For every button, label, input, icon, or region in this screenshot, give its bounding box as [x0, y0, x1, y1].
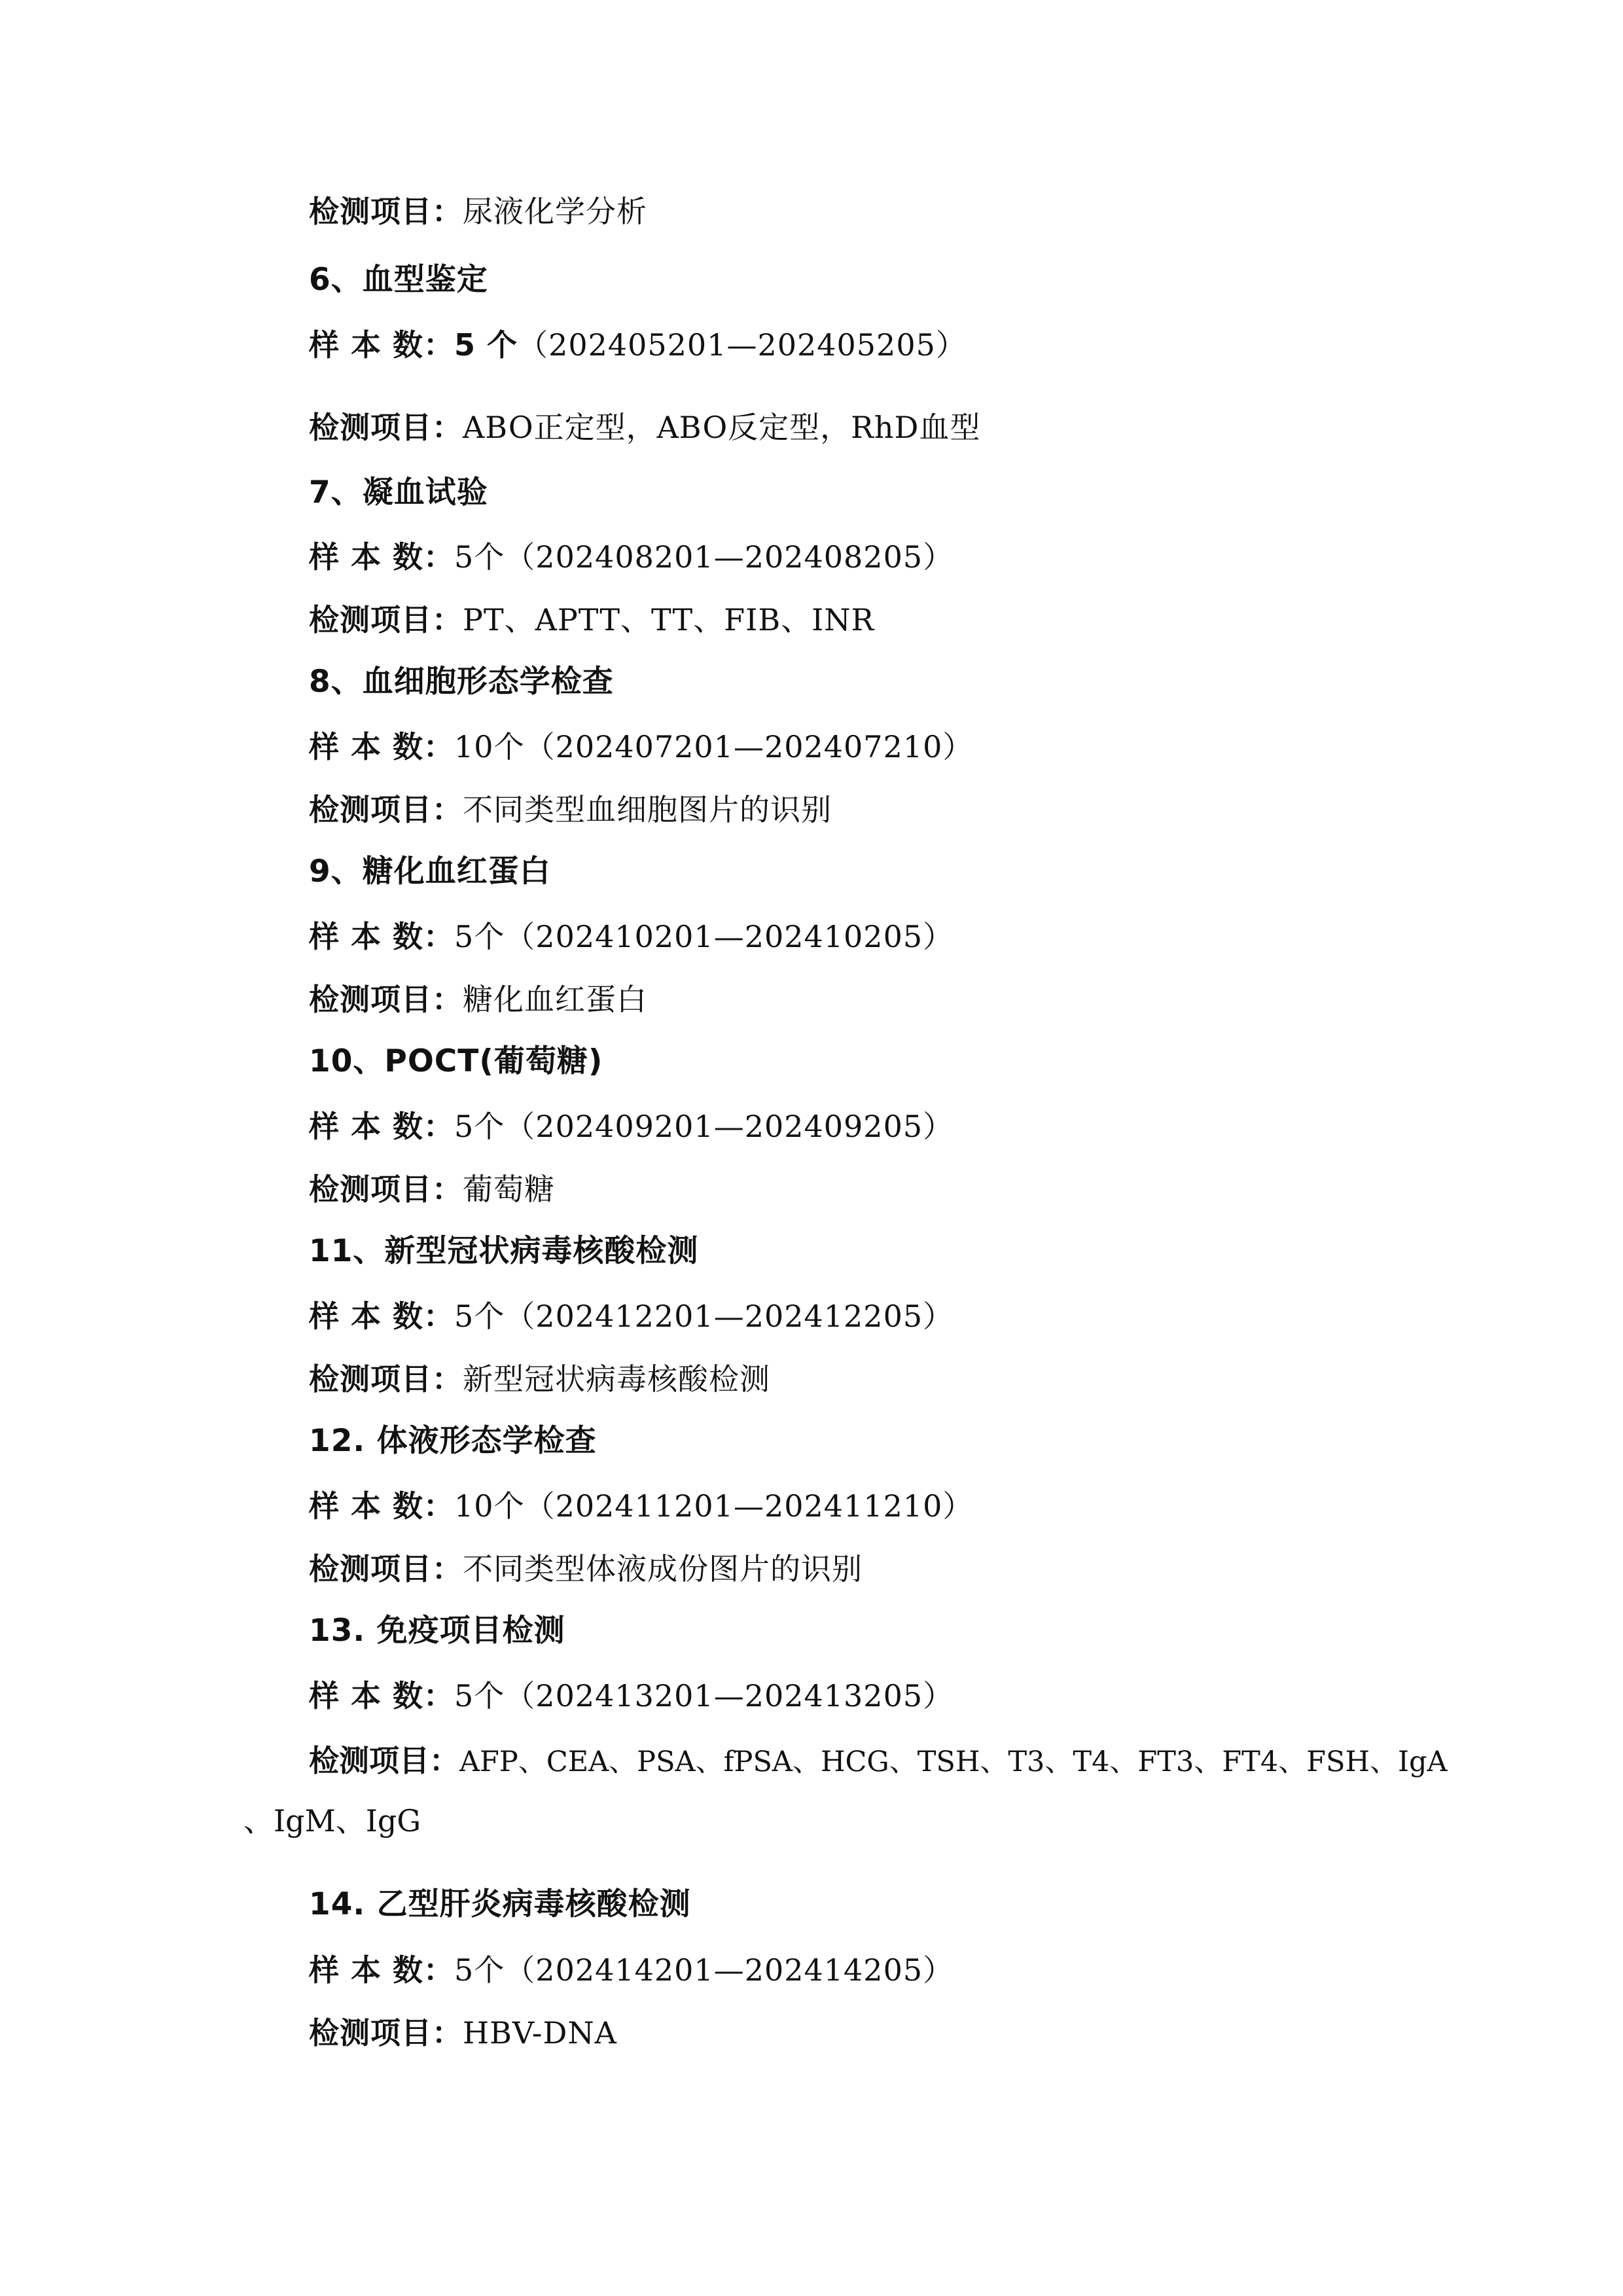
item-label: 检测项目： — [309, 194, 463, 229]
section-heading: 13. 免疫项目检测 — [309, 1613, 565, 1649]
item-line — [309, 408, 980, 447]
item-line — [309, 2013, 617, 2053]
samples-label: 样 本 数： — [309, 1678, 455, 1713]
section-heading: 7、凝血试验 — [309, 475, 488, 511]
item-value: 不同类型体液成份图片的识别 — [463, 1551, 863, 1587]
samples-value: 5个（202413201—202413205） — [454, 1678, 954, 1713]
section-heading: 6、血型鉴定 — [309, 262, 488, 298]
section-heading: 10、POCT(葡萄糖) — [309, 1043, 603, 1079]
item-label: 检测项目： — [309, 602, 463, 637]
section-heading: 9、糖化血红蛋白 — [309, 853, 551, 889]
item-value: 葡萄糖 — [463, 1172, 555, 1207]
samples-label: 样 本 数： — [309, 729, 455, 764]
item-line — [309, 1359, 770, 1399]
samples-line — [309, 1297, 954, 1336]
samples-line — [309, 1950, 954, 1990]
samples-value: 5个（202408201—202408205） — [454, 539, 954, 575]
item-value: 不同类型血细胞图片的识别 — [463, 792, 832, 827]
item-value: HBV-DNA — [463, 2015, 617, 2051]
item-value: PT、APTT、TT、FIB、INR — [463, 602, 875, 637]
samples-label: 样 本 数： — [309, 327, 455, 363]
item-line — [309, 1549, 863, 1588]
item-label: 检测项目： — [309, 1551, 463, 1587]
samples-label: 样 本 数： — [309, 919, 455, 954]
item-line — [309, 790, 832, 829]
item-label: 检测项目： — [309, 2015, 463, 2051]
samples-value: 5个（202410201—202410205） — [454, 919, 954, 954]
item-label: 检测项目： — [309, 1361, 463, 1397]
intro-item-line — [309, 192, 647, 231]
samples-value: 10个（202407201—202407210） — [454, 729, 974, 764]
section-heading: 8、血细胞形态学检查 — [309, 664, 614, 700]
samples-line — [309, 325, 967, 365]
samples-line — [309, 537, 954, 577]
samples-value: 5个（202414201—202414205） — [454, 1952, 954, 1988]
item-line — [309, 1741, 1448, 1782]
samples-value: 10个（202411201—202411210） — [454, 1488, 974, 1524]
samples-value: 5个（202409201—202409205） — [454, 1109, 954, 1144]
samples-label: 样 本 数： — [309, 539, 455, 575]
samples-line — [309, 727, 973, 766]
item-value: AFP、CEA、PSA、fPSA、HCG、TSH、T3、T4、FT3、FT4、FSH、IgA — [459, 1746, 1448, 1778]
item-label: 检测项目： — [309, 1172, 463, 1207]
samples-count: 5 个 — [454, 327, 518, 363]
item-label: 检测项目： — [309, 1743, 459, 1778]
samples-label: 样 本 数： — [309, 1488, 455, 1524]
item-label: 检测项目： — [309, 410, 463, 445]
item-continuation: 、IgM、IgG — [243, 1803, 421, 1839]
samples-line — [309, 1107, 954, 1146]
item-value: 新型冠状病毒核酸检测 — [463, 1361, 770, 1397]
samples-value: 5个（202412201—202412205） — [454, 1299, 954, 1334]
samples-range: （202405201—202405205） — [518, 327, 967, 363]
samples-line — [309, 917, 954, 956]
item-line — [309, 600, 874, 639]
samples-line — [309, 1486, 973, 1526]
item-value: 尿液化学分析 — [463, 194, 647, 229]
item-line — [309, 980, 647, 1019]
section-heading: 14. 乙型肝炎病毒核酸检测 — [309, 1886, 691, 1922]
item-value: 糖化血红蛋白 — [463, 982, 647, 1017]
section-heading: 11、新型冠状病毒核酸检测 — [309, 1233, 699, 1269]
samples-line — [309, 1676, 954, 1715]
item-label: 检测项目： — [309, 792, 463, 827]
item-value: ABO正定型，ABO反定型，RhD血型 — [463, 410, 981, 445]
item-line — [309, 1170, 555, 1209]
samples-label: 样 本 数： — [309, 1109, 455, 1144]
section-heading: 12. 体液形态学检查 — [309, 1423, 597, 1459]
samples-label: 样 本 数： — [309, 1299, 455, 1334]
samples-label: 样 本 数： — [309, 1952, 455, 1988]
item-label: 检测项目： — [309, 982, 463, 1017]
